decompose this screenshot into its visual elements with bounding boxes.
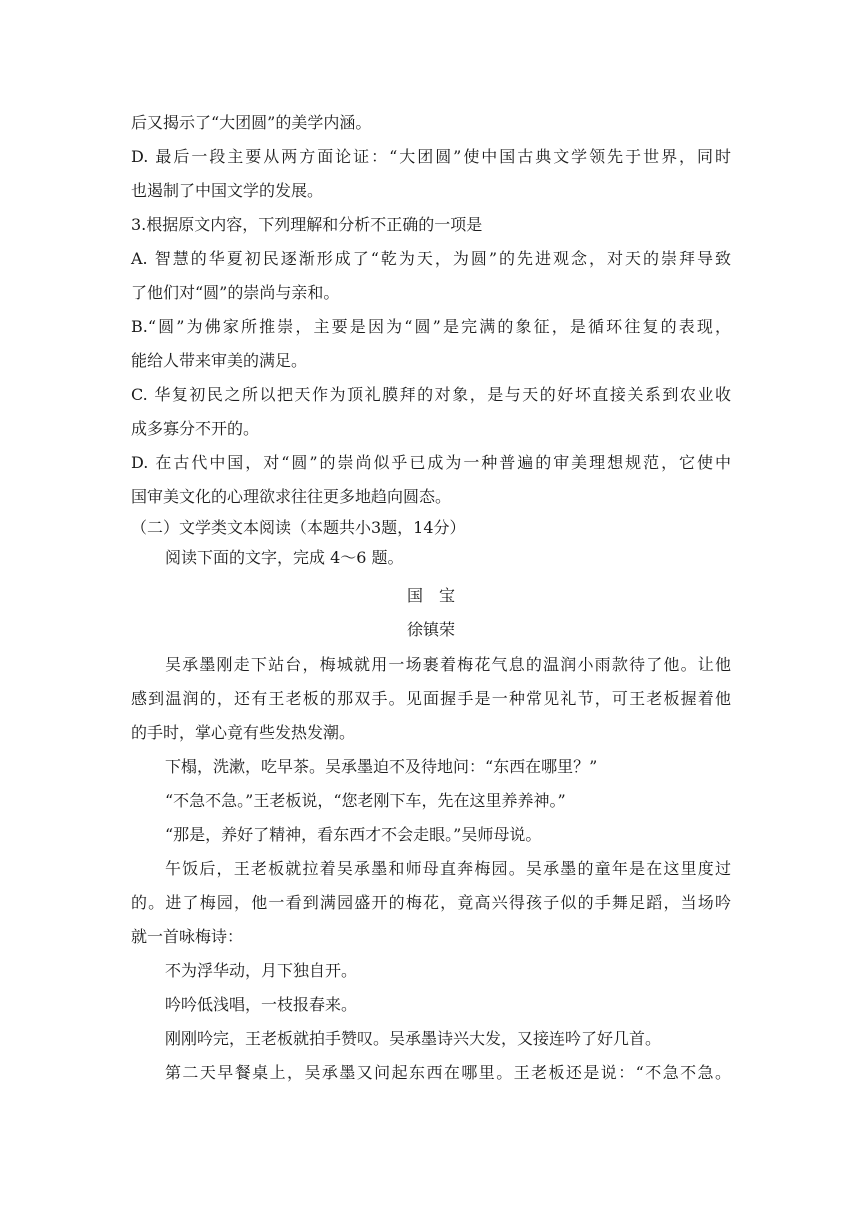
paragraph-line: 下榻，洗漱，吃早茶。吴承墨迫不及待地问：“东西在哪里？” xyxy=(165,757,598,776)
paragraph-line: “不急不急。”王老板说，“您老刚下车，先在这里养养神。” xyxy=(165,791,566,810)
paragraph-line: 就一首咏梅诗： xyxy=(131,927,244,946)
text-line: 了他们对“圆”的崇尚与亲和。 xyxy=(131,283,340,302)
paragraph-line: 吴承墨刚走下站台，梅城就用一场裹着梅花气息的温润小雨款待了他。让他 xyxy=(165,655,731,674)
paragraph-line: 午饭后，王老板就拉着吴承墨和师母直奔梅园。吴承墨的童年是在这里度过 xyxy=(165,859,731,878)
text-line: 能给人带来审美的满足。 xyxy=(131,351,308,370)
paragraph-line: 的手时，掌心竟有些发热发潮。 xyxy=(131,723,356,742)
option-a-line: A. 智慧的华夏初民逐渐形成了“乾为天，为圆”的先进观念，对天的崇拜导致 xyxy=(131,249,731,268)
story-title: 国 宝 xyxy=(406,586,455,605)
question-3: 3.根据原文内容，下列理解和分析不正确的一项是 xyxy=(131,215,483,234)
text-line: 后又揭示了“大团圆”的美学内涵。 xyxy=(131,113,372,132)
text-line: 成多寡分不开的。 xyxy=(131,419,260,438)
option-d-line: D. 最后一段主要从两方面论证：“大团圆”使中国古典文学领先于世界，同时 xyxy=(131,147,731,166)
option-b-line: B.“圆”为佛家所推崇，主要是因为“圆”是完满的象征，是循环往复的表现， xyxy=(131,317,731,336)
instruction: 阅读下面的文字，完成 4～6 题。 xyxy=(165,548,404,567)
paragraph-line: 感到温润的，还有王老板的那双手。见面握手是一种常见礼节，可王老板握着他 xyxy=(131,689,731,708)
paragraph-line: 第二天早餐桌上，吴承墨又问起东西在哪里。王老板还是说：“不急不急。 xyxy=(165,1063,731,1082)
option-d-line: D. 在古代中国，对“圆”的崇尚似乎已成为一种普遍的审美理想规范，它使中 xyxy=(131,453,731,472)
paragraph-line: 的。进了梅园，他一看到满园盛开的梅花，竟高兴得孩子似的手舞足蹈，当场吟 xyxy=(131,893,731,912)
story-author: 徐镇荣 xyxy=(406,620,455,639)
paragraph-line: 刚刚吟完，王老板就拍手赞叹。吴承墨诗兴大发，又接连吟了好几首。 xyxy=(165,1029,662,1048)
option-c-line: C. 华复初民之所以把天作为顶礼膜拜的对象，是与天的好坏直接关系到农业收 xyxy=(131,385,731,404)
text-line: 国审美文化的心理欲求往往更多地趋向圆态。 xyxy=(131,487,452,506)
paragraph-line: “那是，养好了精神，看东西才不会走眼。”吴师母说。 xyxy=(165,825,542,844)
text-line: 也遏制了中国文学的发展。 xyxy=(131,181,324,200)
section-heading: （二）文学类文本阅读（本题共小3题，14分） xyxy=(131,518,466,537)
poem-line: 吟吟低浅唱，一枝报春来。 xyxy=(165,995,358,1014)
poem-line: 不为浮华动，月下独自开。 xyxy=(165,961,358,980)
